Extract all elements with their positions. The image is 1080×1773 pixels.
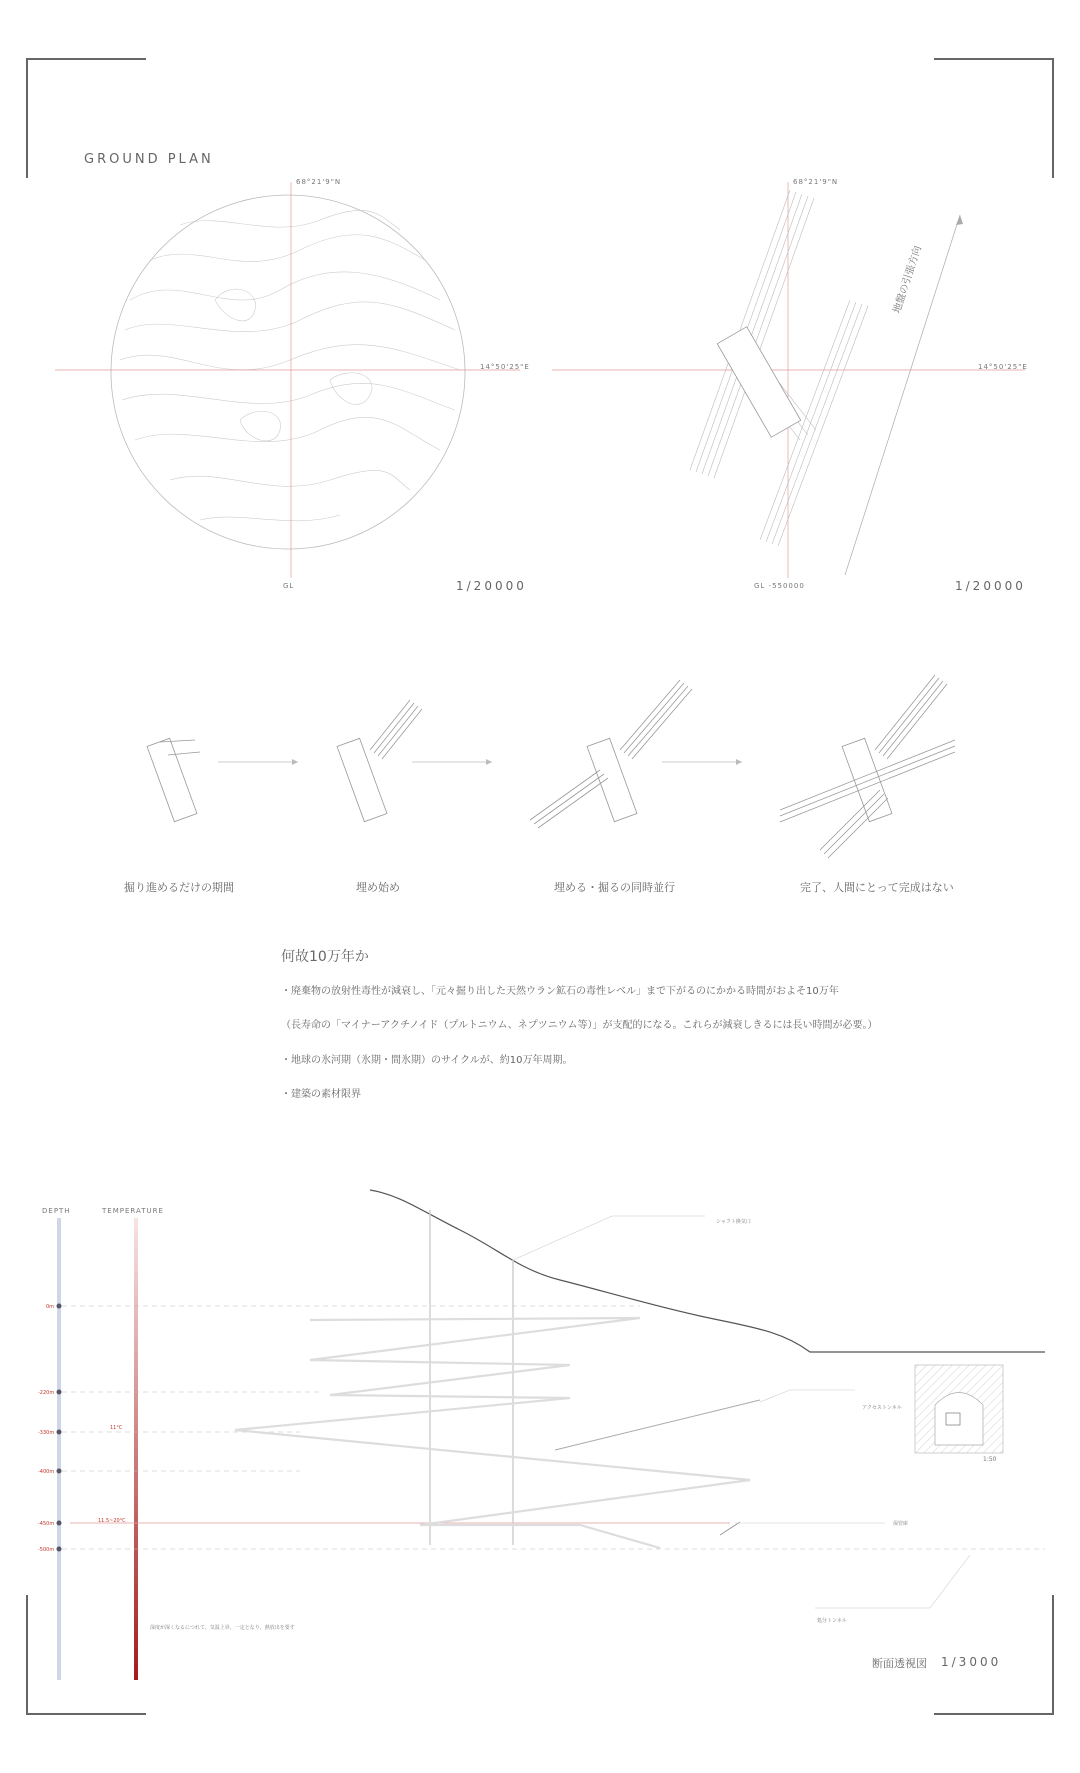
ground-tension-direction-label: 地盤の引張方向 [891, 244, 924, 315]
phase-2-label: 埋め始め [356, 881, 400, 894]
phase-4-diagram [780, 675, 955, 858]
ground-plan-title: GROUND PLAN [84, 152, 214, 167]
depth-label: DEPTH [42, 1207, 71, 1215]
topographic-circle [55, 182, 520, 578]
terrain-line [370, 1190, 1045, 1352]
temperature-note: 深度が深くなるにつれて、気温上昇、一定となり、熱放出を要す [150, 1625, 295, 1631]
phase-3-label: 埋める・掘るの同時並行 [554, 881, 675, 894]
temperature-bar [134, 1218, 138, 1680]
reason-paragraph-4: ・建築の素材限界 [281, 1089, 361, 1100]
temp-11-20c: 11.5~20°C [98, 1518, 126, 1524]
left-longitude: 14°50'25"E [480, 363, 530, 371]
right-latitude: 68°21'9"N [793, 178, 839, 186]
depth-220m: -220m [38, 1390, 55, 1396]
ground-plan-drawings [0, 0, 1080, 620]
section-drawing [0, 1180, 1080, 1680]
phase-1-diagram [147, 738, 200, 821]
storage-label: 保管庫 [893, 1521, 909, 1527]
reason-paragraph-3: ・地球の氷河期（氷期・間氷期）のサイクルが、約10万年周期。 [281, 1055, 573, 1066]
left-scale: 1/20000 [456, 579, 527, 593]
phase-1-label: 掘り進めるだけの期間 [124, 881, 234, 894]
right-gl-label: GL -550000 [754, 582, 805, 590]
access-tunnel-label: アクセストンネル [862, 1405, 902, 1411]
depth-0m: 0m [46, 1304, 55, 1310]
depth-500m: -500m [38, 1547, 55, 1553]
detail-scale-label: 1:50 [983, 1456, 997, 1463]
access-tunnel-branch [555, 1400, 760, 1450]
depth-450m: -450m [38, 1521, 55, 1527]
depth-400m: -400m [38, 1469, 55, 1475]
reason-paragraph-2: （長寿命の「マイナーアクチノイド（プルトニウム、ネプツニウム等）」が支配的になる。これらが減衰しきるには長い時間が必要。） [281, 1020, 878, 1031]
repository-plan [552, 182, 1025, 578]
depth-330m: -330m [38, 1430, 55, 1436]
section-title: 断面透視図 [872, 1657, 927, 1670]
reasons-heading: 何故10万年か [281, 949, 369, 965]
left-latitude: 68°21'9"N [296, 178, 342, 186]
phase-4-label: 完了、人間にとって完成はない [800, 881, 954, 894]
temp-11c: 11°C [110, 1425, 123, 1431]
disposal-tunnel-label: 処分トンネル [817, 1618, 847, 1624]
phase-3-diagram [530, 680, 692, 828]
right-scale: 1/20000 [955, 579, 1026, 593]
section-scale: 1/3000 [941, 1655, 1002, 1669]
depth-bar [57, 1218, 61, 1680]
access-ramp [235, 1318, 750, 1548]
right-longitude: 14°50'25"E [978, 363, 1028, 371]
phase-2-diagram [337, 700, 422, 822]
left-gl-label: GL [283, 582, 295, 590]
reason-paragraph-1: ・廃棄物の放射性毒性が減衰し、「元々掘り出した天然ウラン鉱石の毒性レベル」まで下がるのにかかる時間がおよそ10万年 [281, 986, 839, 997]
shaft-vent-label: シャフト換気口 [716, 1219, 751, 1225]
tunnel-detail [915, 1365, 1003, 1453]
temperature-label: TEMPERATURE [102, 1207, 164, 1215]
phase-diagrams [0, 660, 1080, 900]
